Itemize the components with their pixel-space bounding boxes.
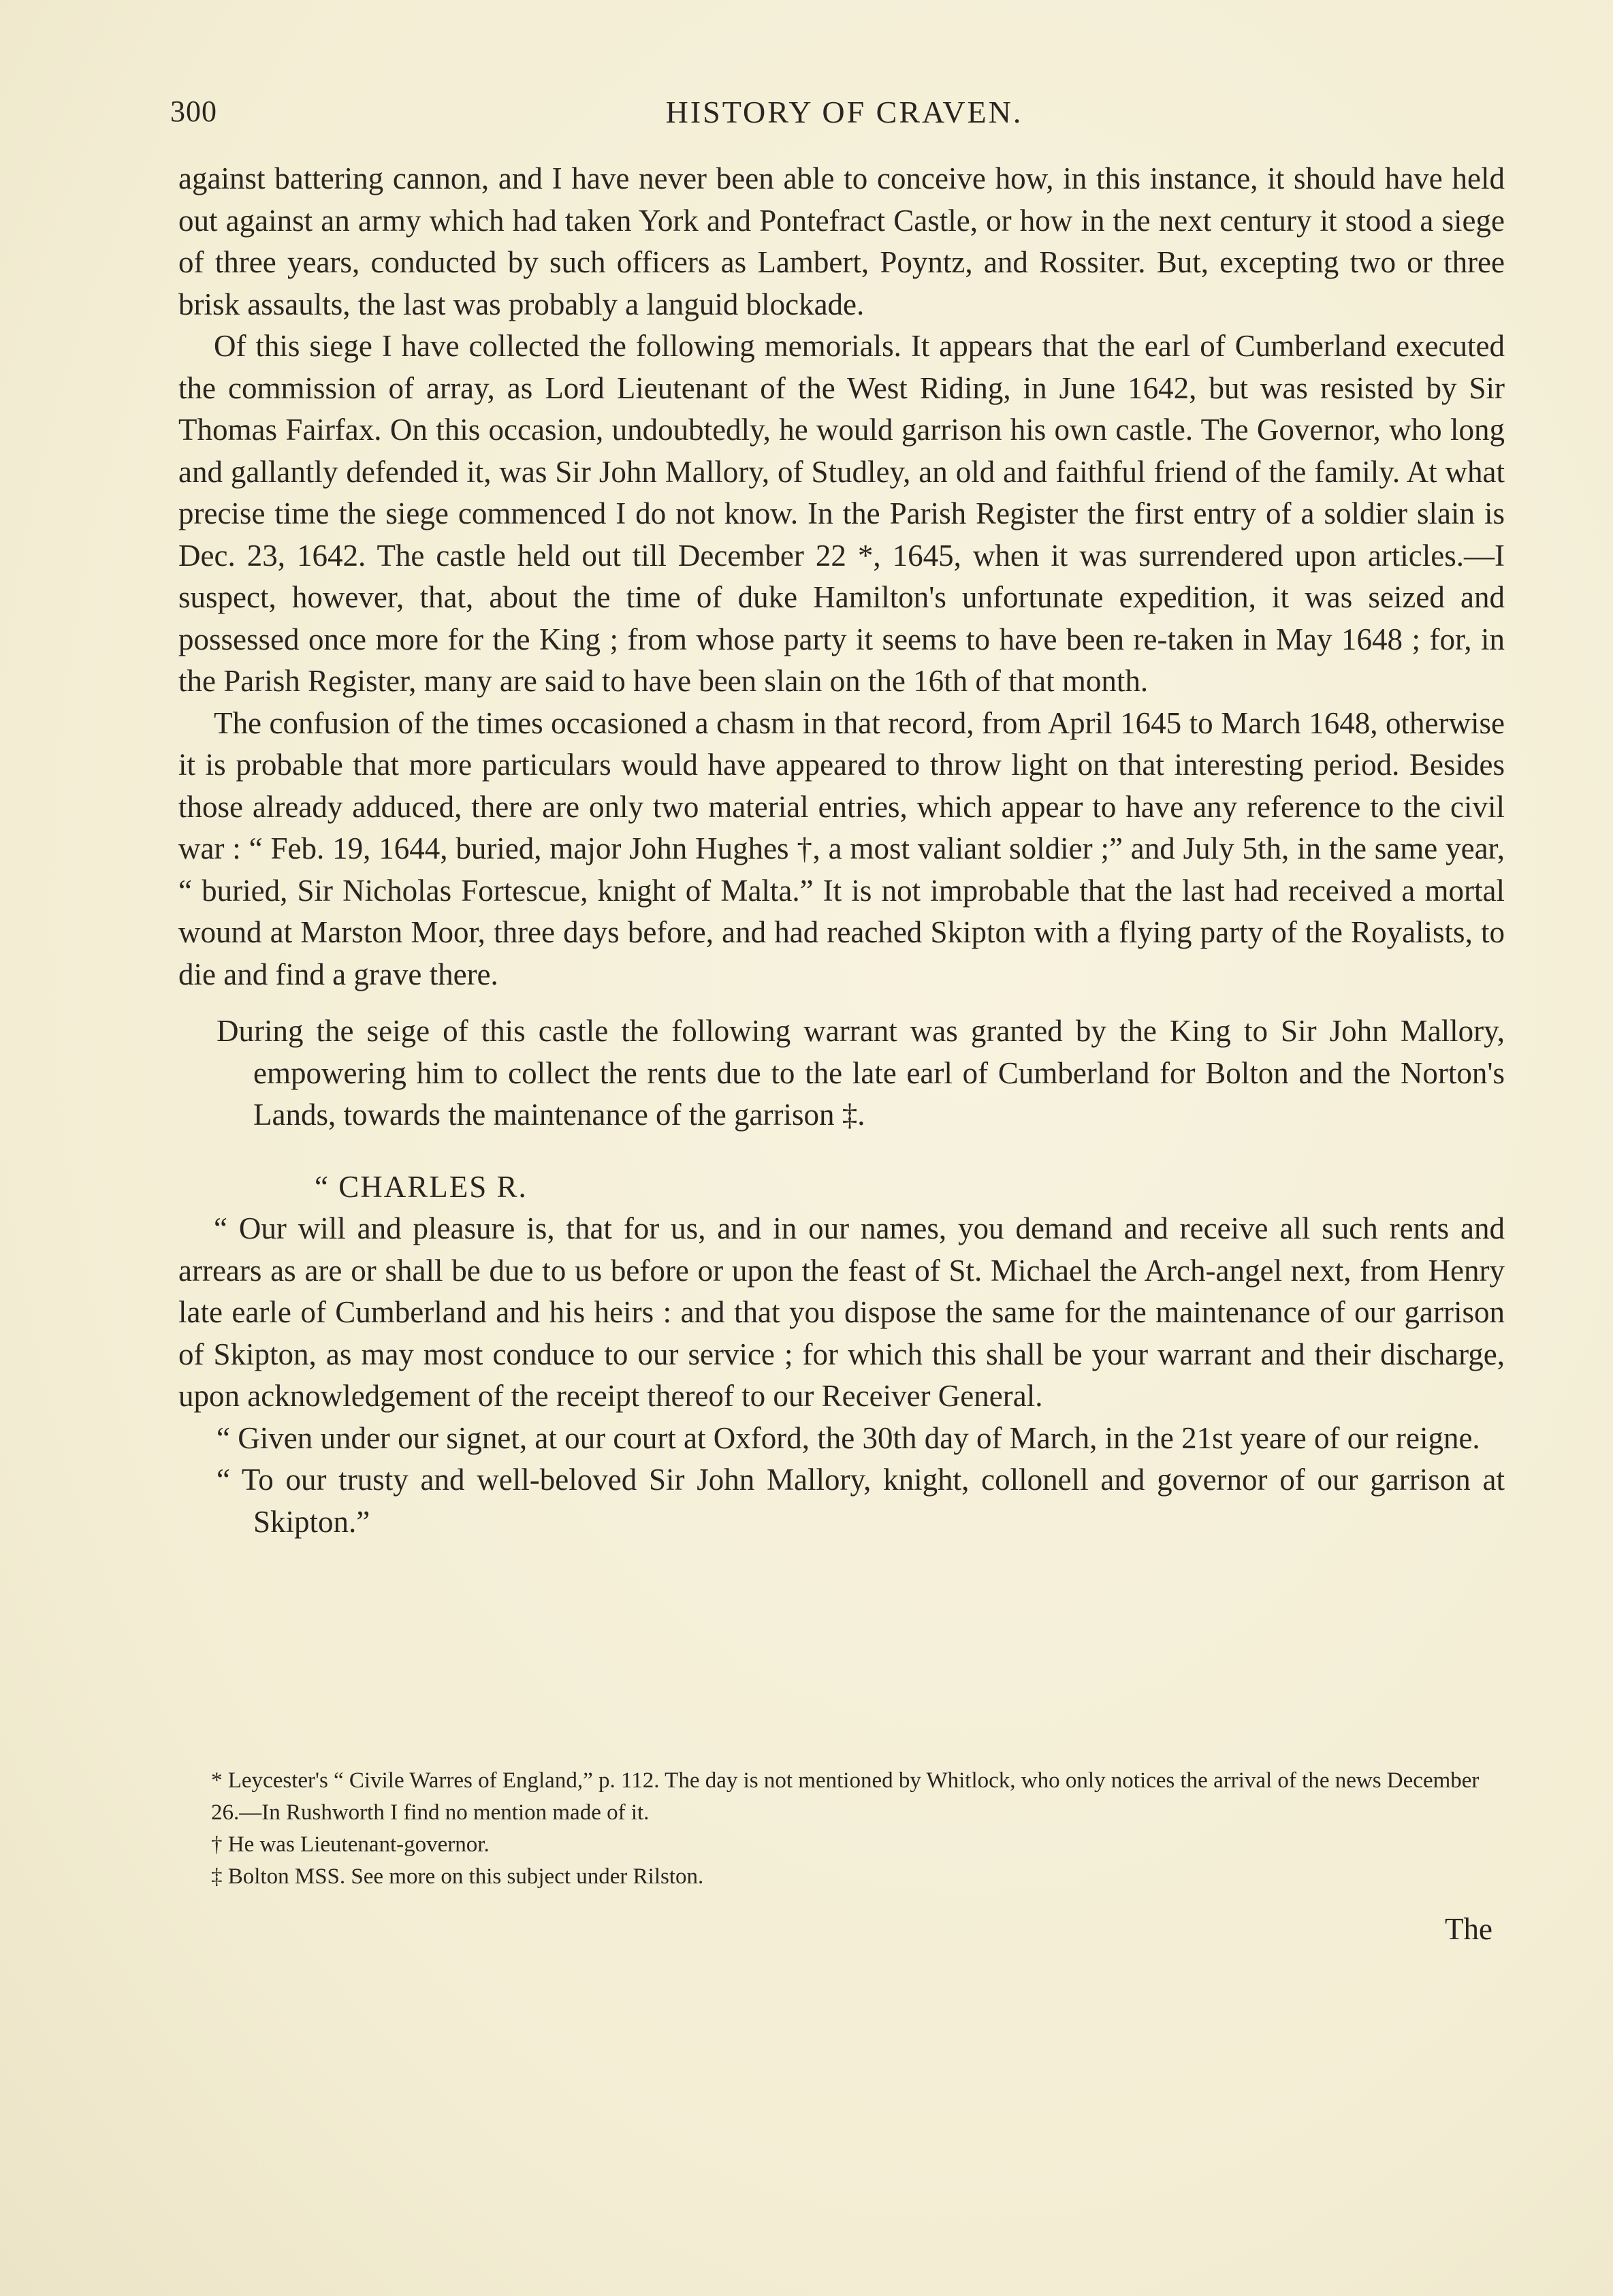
paragraph-siege-memorials: Of this siege I have collected the following memorials. It appears that the earl of Cumberland executed the commission of array, as Lord Lieutenant of the West Riding, in June 1642, but was resisted by Sir Thomas Fairfax. On this occasion, undoubtedly, he would garrison his own castle. The Governor, who long and gallantly defended it, was Sir John Mallory, of Studley, an old and faithful friend of the family. At what precise time the siege commenced I do not know. In the Parish Register the first entry of a soldier slain is Dec. 23, 1642. The castle held out till December 22 *, 1645, when it was surrendered upon articles.—I suspect, however, that, about the time of duke Hamilton's unfortunate expedition, it was seized and possessed once more for the King ; from whose party it seems to have been re-taken in May 1648 ; for, in the Parish Register, many are said to have been slain on the 16th of that month. [178,329,1505,698]
warrant-block [178,1166,1505,1544]
paragraph-warrant-intro: During the seige of this castle the following warrant was granted by the King to Sir John Mallory, empowering him to collect the rents due to the late earl of Cumberland for Bolton and the Norton's Lands, towards the maintenance of the garrison ‡. [217,1014,1505,1132]
footnote-double-dagger: ‡ Bolton MSS. See more on this subject under Rilston. [211,1864,704,1889]
footnotes [211,1765,1512,1893]
paragraph-continuation: against battering cannon, and I have never been able to conceive how, in this instance, it should have held out against an army which had taken York and Pontefract Castle, or how in the next century it stood a siege of three years, conducted by such officers as Lambert, Poyntz, and Rossiter. But, excepting two or three brisk assaults, the last was probably a languid blockade. [178,161,1505,321]
footnote-star: * Leycester's “ Civile Warres of England,” p. 112. The day is not mentioned by Whitlock, who only notices the arrival of the news December 26.—In Rushworth I find no mention made of it. [211,1768,1480,1825]
page-header [170,94,1518,142]
warrant-body: “ Our will and pleasure is, that for us, and in our names, you demand and receive all such rents and arrears as are or shall be due to us before or upon the feast of St. Michael the Arch-angel next, from Henry late earle of Cumberland and his heirs : and that you dispose the same for the maintenance of our garrison of Skipton, as may most conduce to our service ; for which this shall be your warrant and their discharge, upon acknowledgement of the receipt thereof to our Receiver General. [178,1211,1505,1413]
footnote-dagger: † He was Lieutenant-governor. [211,1832,490,1857]
warrant-given: “ Given under our signet, at our court at Oxford, the 30th day of March, in the 21st yeare of our reigne. [217,1420,1480,1455]
main-text [178,158,1505,1543]
paragraph-register-chasm: The confusion of the times occasioned a chasm in that record, from April 1645 to March 1648, otherwise it is probable that more particulars would have appeared to throw light on that interesting period. Besides those already adduced, there are only two material entries, which appear to have any reference to the civil war : “ Feb. 19, 1644, buried, major John Hughes †, a most valiant soldier ;” and July 5th, in the same year, “ buried, Sir Nicholas Fortescue, knight of Malta.” It is not improbable that the last had received a mortal wound at Marston Moor, three days before, and had reached Skipton with a flying party of the Royalists, to die and find a grave there. [178,705,1505,991]
warrant-address: “ To our trusty and well-beloved Sir John Mallory, knight, collonell and governor of our garrison at Skipton.” [217,1463,1505,1539]
catchword: The [1445,1912,1492,1946]
running-title: HISTORY OF CRAVEN. [665,95,1023,129]
page-number: 300 [170,95,217,128]
warrant-signature: “ CHARLES R. [315,1169,528,1204]
